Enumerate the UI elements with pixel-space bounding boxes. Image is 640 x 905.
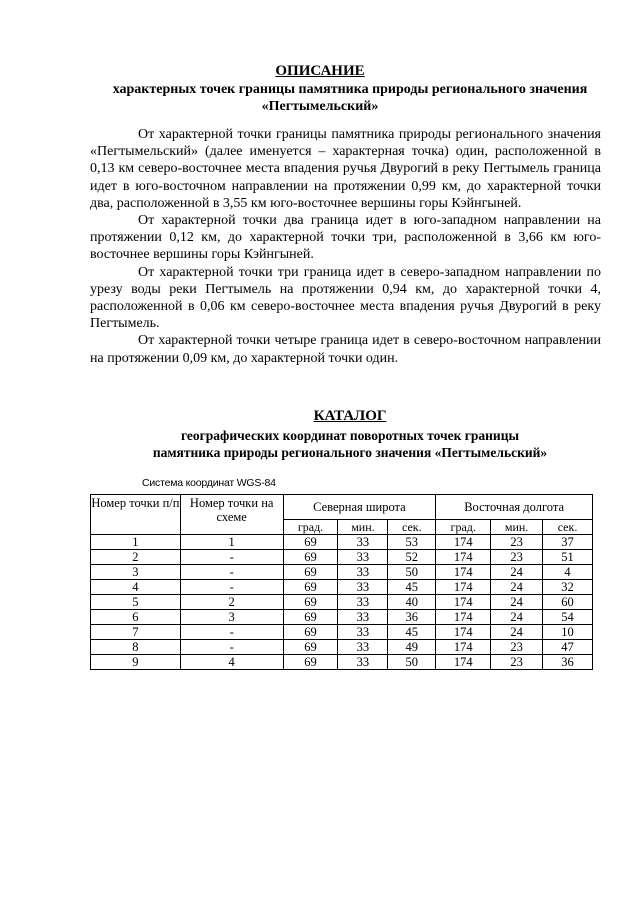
cell-lat-deg: 69 (283, 580, 338, 595)
cell-lat-deg: 69 (283, 640, 338, 655)
cell-point-number: 6 (91, 610, 181, 625)
cell-lon-sec: 4 (543, 565, 593, 580)
table-row (91, 610, 593, 625)
cell-lon-min: 23 (491, 535, 543, 550)
cell-point-number: 2 (91, 550, 181, 565)
cell-point-number: 9 (91, 655, 181, 670)
cell-lon-sec: 47 (543, 640, 593, 655)
cell-lat-min: 33 (338, 550, 388, 565)
description-paragraph: От характерной точки четыре граница идет в северо-восточном направлении на протяжении 0,09 км, до характерной точки один. (90, 333, 601, 366)
description-title: ОПИСАНИЕ (275, 63, 365, 79)
cell-lat-sec: 49 (388, 640, 436, 655)
cell-scheme-number: 4 (180, 655, 283, 670)
table-row (91, 550, 593, 565)
cell-scheme-number: - (180, 550, 283, 565)
cell-lat-deg: 69 (283, 535, 338, 550)
cell-lon-sec: 60 (543, 595, 593, 610)
cell-lat-deg: 69 (283, 625, 338, 640)
cell-lat-min: 33 (338, 535, 388, 550)
cell-lat-deg: 69 (283, 610, 338, 625)
cell-lat-min: 33 (338, 565, 388, 580)
header-latitude: Северная широта (283, 495, 436, 520)
cell-lon-sec: 36 (543, 655, 593, 670)
table-row (91, 595, 593, 610)
cell-lon-min: 24 (491, 565, 543, 580)
header-lat-min: мин. (338, 520, 388, 535)
table-row (91, 655, 593, 670)
cell-lat-sec: 53 (388, 535, 436, 550)
cell-lon-min: 23 (491, 655, 543, 670)
cell-point-number: 5 (91, 595, 181, 610)
cell-lat-deg: 69 (283, 595, 338, 610)
cell-point-number: 8 (91, 640, 181, 655)
table-row (91, 535, 593, 550)
catalog-subtitle-line2: памятника природы регионального значения «Пегтымельский» (152, 445, 548, 460)
cell-point-number: 1 (91, 535, 181, 550)
cell-lon-min: 23 (491, 550, 543, 565)
cell-lon-min: 23 (491, 640, 543, 655)
catalog-subtitle-line1: географических координат поворотных точек границы (180, 428, 520, 443)
header-lat-deg: град. (283, 520, 338, 535)
cell-lat-min: 33 (338, 580, 388, 595)
description-paragraph: От характерной точки два граница идет в юго-западном направлении на протяжении 0,12 км, до характерной точки три, расположенной в 3,66 км юго-восточнее вершины горы Кэйнгыней. (90, 213, 601, 263)
description-paragraph: От характерной точки границы памятника природы регионального значения «Пегтымельский» (далее именуется – характерная точка) один, расположенной в 0,13 км северо-восточнее места впадения ручья Двурогий в реку Пегтымель граница идет в юго-восточном направлении на протяжении 0,99 км, до характерной точки два, расположенной в 3,55 км юго-восточнее вершины горы Кэйнгыней. (90, 127, 601, 211)
header-lon-sec: сек. (543, 520, 593, 535)
cell-scheme-number: 1 (180, 535, 283, 550)
header-point-number: Номер точки п/п (91, 495, 181, 535)
table-row (91, 640, 593, 655)
header-scheme-number: Номер точки на схеме (180, 495, 283, 535)
cell-lon-min: 24 (491, 595, 543, 610)
cell-lon-deg: 174 (436, 580, 491, 595)
table-row (91, 625, 593, 640)
cell-lon-sec: 54 (543, 610, 593, 625)
cell-point-number: 7 (91, 625, 181, 640)
cell-lat-sec: 52 (388, 550, 436, 565)
cell-lon-deg: 174 (436, 535, 491, 550)
cell-point-number: 4 (91, 580, 181, 595)
cell-lon-deg: 174 (436, 655, 491, 670)
table-body (91, 535, 593, 670)
coordinate-system-note: Система координат WGS-84 (142, 477, 276, 489)
description-subtitle-line1: характерных точек границы памятника природы регионального значения (112, 82, 588, 97)
cell-lon-sec: 32 (543, 580, 593, 595)
description-paragraph: От характерной точки три граница идет в северо-западном направлении по урезу воды реки Пегтымель на протяжении 0,94 км, до характерной точки 4, расположенной в 0,06 км северо-восточнее места впадения ручья Двурогий в реку Пегтымель. (90, 264, 601, 332)
cell-lat-sec: 45 (388, 580, 436, 595)
table-header-row (91, 495, 593, 520)
cell-lat-sec: 36 (388, 610, 436, 625)
cell-lat-sec: 40 (388, 595, 436, 610)
cell-scheme-number: - (180, 565, 283, 580)
cell-lon-min: 24 (491, 580, 543, 595)
cell-scheme-number: - (180, 580, 283, 595)
cell-lat-sec: 50 (388, 565, 436, 580)
cell-point-number: 3 (91, 565, 181, 580)
cell-lat-min: 33 (338, 595, 388, 610)
cell-lon-sec: 37 (543, 535, 593, 550)
coordinates-table (90, 494, 593, 670)
header-lon-deg: град. (436, 520, 491, 535)
header-lat-sec: сек. (388, 520, 436, 535)
cell-lon-deg: 174 (436, 610, 491, 625)
cell-lon-deg: 174 (436, 595, 491, 610)
cell-lat-deg: 69 (283, 550, 338, 565)
cell-lat-min: 33 (338, 610, 388, 625)
cell-scheme-number: 2 (180, 595, 283, 610)
table-row (91, 565, 593, 580)
cell-lat-deg: 69 (283, 565, 338, 580)
cell-lon-min: 24 (491, 610, 543, 625)
description-subtitle-line2: «Пегтымельский» (261, 99, 379, 114)
cell-lon-sec: 51 (543, 550, 593, 565)
cell-lat-min: 33 (338, 625, 388, 640)
header-lon-min: мин. (491, 520, 543, 535)
cell-lat-sec: 45 (388, 625, 436, 640)
cell-lat-sec: 50 (388, 655, 436, 670)
catalog-title: КАТАЛОГ (313, 408, 387, 424)
cell-lon-deg: 174 (436, 550, 491, 565)
cell-scheme-number: 3 (180, 610, 283, 625)
table-row (91, 580, 593, 595)
cell-lat-min: 33 (338, 640, 388, 655)
cell-lat-min: 33 (338, 655, 388, 670)
cell-lon-deg: 174 (436, 625, 491, 640)
cell-lon-sec: 10 (543, 625, 593, 640)
cell-scheme-number: - (180, 640, 283, 655)
cell-scheme-number: - (180, 625, 283, 640)
cell-lon-min: 24 (491, 625, 543, 640)
description-body (90, 126, 601, 367)
header-longitude: Восточная долгота (436, 495, 593, 520)
cell-lon-deg: 174 (436, 640, 491, 655)
cell-lon-deg: 174 (436, 565, 491, 580)
cell-lat-deg: 69 (283, 655, 338, 670)
